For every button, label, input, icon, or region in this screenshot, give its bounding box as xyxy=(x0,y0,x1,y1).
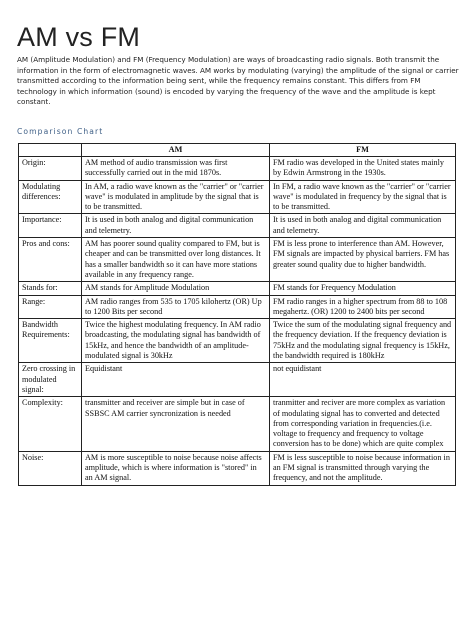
header-blank xyxy=(19,144,82,157)
row-label: Bandwidth Requirements: xyxy=(19,319,82,363)
am-cell: AM method of audio transmission was first successfully carried out in the mid 1870s. xyxy=(82,157,270,181)
intro-paragraph: AM (Amplitude Modulation) and FM (Frequency Modulation) are ways of broadcasting radio signals. Both transmit the information in the form of electromagnetic waves. AM works by modulating (varying) the amplitude of the signal or carrier transmitted according to the information being sent, while the frequency remains constant. This differs from FM technology in which information (sound) is encoded by varying the frequency of the wave and the amplitude is kept constant. xyxy=(17,55,459,107)
row-label: Importance: xyxy=(19,214,82,238)
table-row xyxy=(19,180,456,214)
table-row xyxy=(19,451,456,485)
row-label: Range: xyxy=(19,295,82,319)
fm-cell: Twice the sum of the modulating signal frequency and the frequency deviation. If the frequency deviation is 75kHz and the modulating signal frequency is 15kHz, the bandwidth required is 180kHz xyxy=(270,319,456,363)
am-cell: It is used in both analog and digital communication and telemetry. xyxy=(82,214,270,238)
row-label: Modulating differences: xyxy=(19,180,82,214)
fm-cell: FM stands for Frequency Modulation xyxy=(270,282,456,295)
table-row xyxy=(19,282,456,295)
am-cell: AM stands for Amplitude Modulation xyxy=(82,282,270,295)
table-row xyxy=(19,157,456,181)
table-row xyxy=(19,363,456,397)
table-row xyxy=(19,397,456,451)
row-label: Stands for: xyxy=(19,282,82,295)
am-cell: transmitter and receiver are simple but in case of SSBSC AM carrier syncronization is needed xyxy=(82,397,270,451)
section-heading: Comparison Chart xyxy=(17,127,104,136)
fm-cell: FM radio was developed in the United states mainly by Edwin Armstrong in the 1930s. xyxy=(270,157,456,181)
row-label: Noise: xyxy=(19,451,82,485)
table-row xyxy=(19,295,456,319)
page-title: AM vs FM xyxy=(17,22,141,52)
fm-cell: not equidistant xyxy=(270,363,456,397)
table-row xyxy=(19,238,456,282)
am-cell: Equidistant xyxy=(82,363,270,397)
am-cell: In AM, a radio wave known as the "carrier" or "carrier wave" is modulated in amplitude by the signal that is to be transmitted. xyxy=(82,180,270,214)
row-label: Origin: xyxy=(19,157,82,181)
am-cell: AM radio ranges from 535 to 1705 kilohertz (OR) Up to 1200 Bits per second xyxy=(82,295,270,319)
table-header-row xyxy=(19,144,456,157)
fm-cell: tranmitter and reciver are more complex as variation of modulating signal has to converted and detected from corresponding variation in frequencies.(i.e. voltage to frequency and frequency to voltage conversion has to be done) which are quite complex xyxy=(270,397,456,451)
row-label: Complexity: xyxy=(19,397,82,451)
header-am: AM xyxy=(82,144,270,157)
row-label: Pros and cons: xyxy=(19,238,82,282)
comparison-table xyxy=(18,143,456,486)
fm-cell: In FM, a radio wave known as the "carrier" or "carrier wave" is modulated in frequency by the signal that is to be transmitted. xyxy=(270,180,456,214)
am-cell: AM is more susceptible to noise because noise affects amplitude, which is where information is "stored" in an AM signal. xyxy=(82,451,270,485)
header-fm: FM xyxy=(270,144,456,157)
fm-cell: FM radio ranges in a higher spectrum from 88 to 108 megahertz. (OR) 1200 to 2400 bits per second xyxy=(270,295,456,319)
fm-cell: FM is less susceptible to noise because information in an FM signal is transmitted through varying the frequency, and not the amplitude. xyxy=(270,451,456,485)
table-row xyxy=(19,214,456,238)
fm-cell: It is used in both analog and digital communication and telemetry. xyxy=(270,214,456,238)
row-label: Zero crossing in modulated signal: xyxy=(19,363,82,397)
am-cell: Twice the highest modulating frequency. In AM radio broadcasting, the modulating signal has bandwidth of 15kHz, and hence the bandwidth of an amplitude-modulated signal is 30kHz xyxy=(82,319,270,363)
table-row xyxy=(19,319,456,363)
fm-cell: FM is less prone to interference than AM. However, FM signals are impacted by physical barriers. FM has greater sound quality due to higher bandwidth. xyxy=(270,238,456,282)
am-cell: AM has poorer sound quality compared to FM, but is cheaper and can be transmitted over long distances. It has a smaller bandwidth so it can have more stations available in any frequency range. xyxy=(82,238,270,282)
